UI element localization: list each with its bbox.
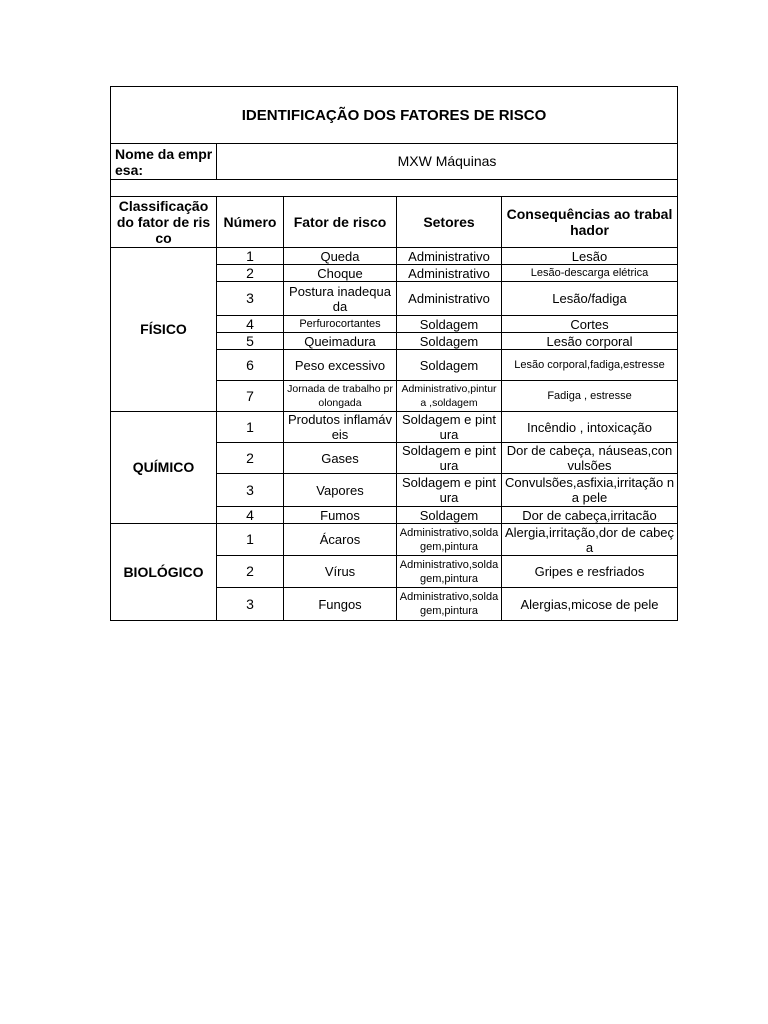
risk-group-label: FÍSICO — [111, 248, 217, 412]
consequences-cell: Cortes — [502, 316, 678, 333]
consequences-cell: Dor de cabeça,irritacão — [502, 507, 678, 524]
row-number-cell: 6 — [217, 350, 284, 381]
sectors-cell: Soldagem — [397, 333, 502, 350]
risk-factor-table — [110, 86, 678, 621]
risk-factor-cell: Fumos — [284, 507, 397, 524]
row-number-cell: 2 — [217, 556, 284, 588]
consequences-cell: Lesão-descarga elétrica — [502, 265, 678, 282]
company-name: MXW Máquinas — [217, 144, 678, 180]
sectors-cell: Administrativo — [397, 248, 502, 265]
risk-factor-cell: Peso excessivo — [284, 350, 397, 381]
row-number-cell: 5 — [217, 333, 284, 350]
sectors-cell: Administrativo,soldagem,pintura — [397, 556, 502, 588]
risk-group-label: BIOLÓGICO — [111, 524, 217, 621]
header-row — [111, 197, 678, 248]
sectors-cell: Administrativo — [397, 282, 502, 316]
risk-factor-cell: Postura inadequada — [284, 282, 397, 316]
row-number-cell: 2 — [217, 265, 284, 282]
risk-factor-cell: Fungos — [284, 588, 397, 621]
risk-factor-cell: Jornada de trabalho prolongada — [284, 381, 397, 412]
header-classification: Classificação do fator de risco — [111, 197, 217, 248]
row-number-cell: 4 — [217, 507, 284, 524]
consequences-cell: Convulsões,asfixia,irritação na pele — [502, 474, 678, 507]
sectors-cell: Soldagem e pintura — [397, 474, 502, 507]
risk-factor-cell: Queimadura — [284, 333, 397, 350]
table-row — [111, 524, 678, 556]
sectors-cell: Administrativo,soldagem,pintura — [397, 588, 502, 621]
consequences-cell: Alergia,irritação,dor de cabeça — [502, 524, 678, 556]
risk-factor-cell: Ácaros — [284, 524, 397, 556]
title-row — [111, 87, 678, 144]
header-sectors: Setores — [397, 197, 502, 248]
company-label: Nome da empresa: — [111, 144, 217, 180]
row-number-cell: 3 — [217, 588, 284, 621]
header-factor: Fator de risco — [284, 197, 397, 248]
row-number-cell: 2 — [217, 443, 284, 474]
row-number-cell: 3 — [217, 282, 284, 316]
consequences-cell: Dor de cabeça, náuseas,convulsões — [502, 443, 678, 474]
row-number-cell: 3 — [217, 474, 284, 507]
risk-factor-cell: Gases — [284, 443, 397, 474]
sectors-cell: Soldagem — [397, 316, 502, 333]
consequences-cell: Incêndio , intoxicação — [502, 412, 678, 443]
risk-group-label: QUÍMICO — [111, 412, 217, 524]
document-sheet — [110, 86, 677, 621]
consequences-cell: Gripes e resfriados — [502, 556, 678, 588]
sectors-cell: Administrativo — [397, 265, 502, 282]
sectors-cell: Soldagem — [397, 350, 502, 381]
consequences-cell: Lesão corporal — [502, 333, 678, 350]
sectors-cell: Soldagem e pintura — [397, 412, 502, 443]
row-number-cell: 7 — [217, 381, 284, 412]
spacer-row — [111, 180, 678, 197]
header-number: Número — [217, 197, 284, 248]
header-consequences: Consequências ao trabalhador — [502, 197, 678, 248]
risk-factor-cell: Queda — [284, 248, 397, 265]
risk-factor-cell: Perfurocortantes — [284, 316, 397, 333]
row-number-cell: 1 — [217, 412, 284, 443]
sectors-cell: Soldagem e pintura — [397, 443, 502, 474]
company-row — [111, 144, 678, 180]
document-title: IDENTIFICAÇÃO DOS FATORES DE RISCO — [111, 87, 678, 144]
risk-factor-cell: Produtos inflamáveis — [284, 412, 397, 443]
sectors-cell: Administrativo,pintura ,soldagem — [397, 381, 502, 412]
consequences-cell: Lesão — [502, 248, 678, 265]
consequences-cell: Alergias,micose de pele — [502, 588, 678, 621]
spacer-cell — [111, 180, 678, 197]
consequences-cell: Lesão corporal,fadiga,estresse — [502, 350, 678, 381]
risk-factor-cell: Vapores — [284, 474, 397, 507]
consequences-cell: Fadiga , estresse — [502, 381, 678, 412]
risk-factor-cell: Vírus — [284, 556, 397, 588]
table-row — [111, 248, 678, 265]
table-row — [111, 412, 678, 443]
consequences-cell: Lesão/fadiga — [502, 282, 678, 316]
risk-factor-cell: Choque — [284, 265, 397, 282]
sectors-cell: Administrativo,soldagem,pintura — [397, 524, 502, 556]
row-number-cell: 4 — [217, 316, 284, 333]
row-number-cell: 1 — [217, 524, 284, 556]
row-number-cell: 1 — [217, 248, 284, 265]
sectors-cell: Soldagem — [397, 507, 502, 524]
